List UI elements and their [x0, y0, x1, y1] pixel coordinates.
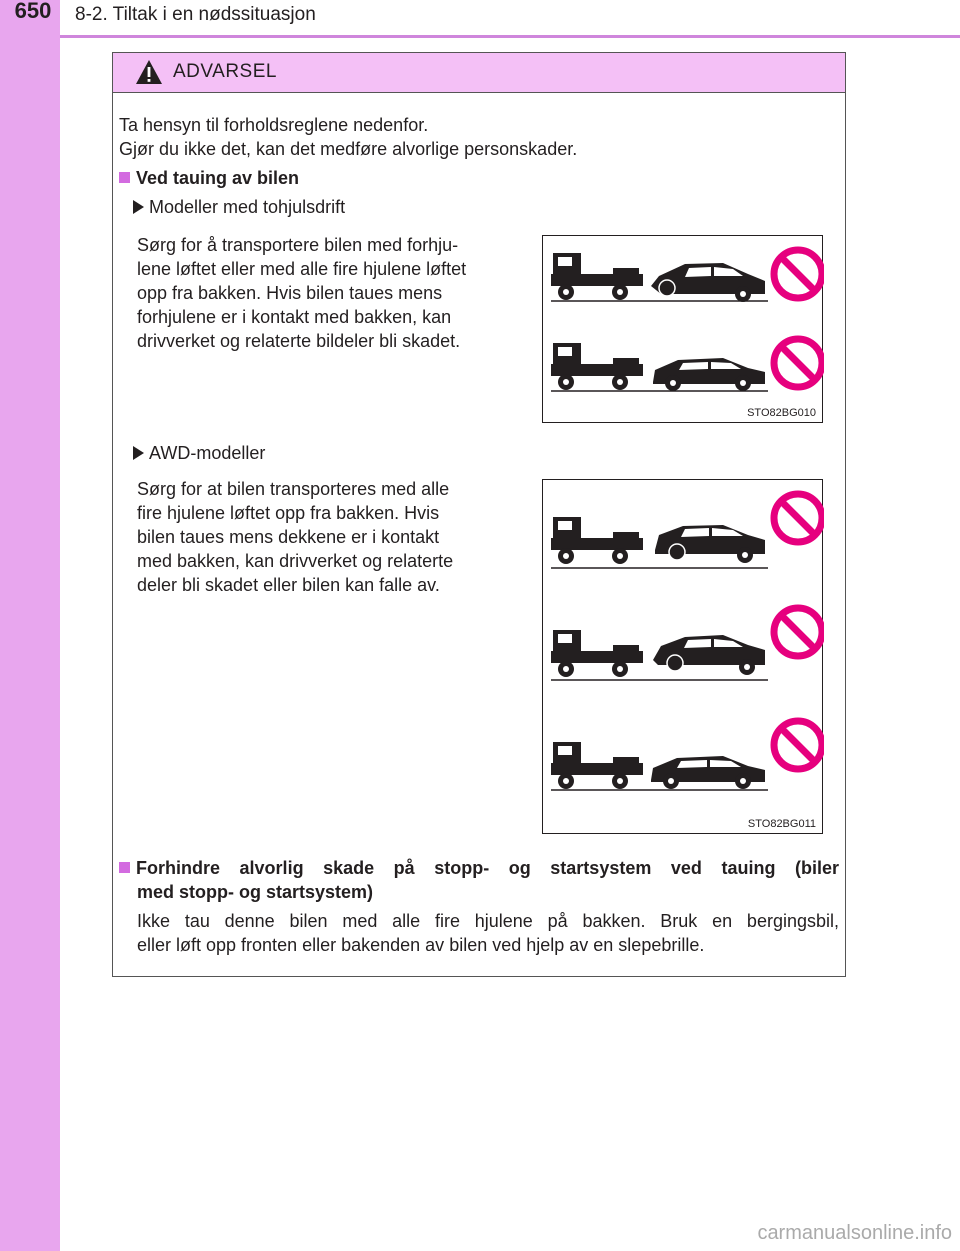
- heading-stop-start-line1: Forhindre alvorlig skade på stopp- og startsystem ved tauing (biler: [136, 858, 839, 878]
- intro-line-1: Ta hensyn til forholdsreglene nedenfor.: [119, 115, 429, 135]
- square-bullet-icon: [119, 862, 130, 873]
- para2-line: Sørg for at bilen transporteres med alle: [137, 479, 450, 499]
- heading-stop-start: [119, 856, 839, 880]
- intro-line-2: Gjør du ikke det, kan det medføre alvorlige personskader.: [119, 139, 578, 159]
- two-wheel-drive-paragraph: [137, 233, 518, 353]
- figure-two-wheel-drive: [542, 235, 823, 423]
- square-bullet-icon: [119, 172, 130, 183]
- heading-stop-start-line2: med stopp- og startsystem): [137, 882, 374, 902]
- awd-scene-3: [551, 721, 822, 790]
- warning-triangle-icon: [135, 59, 163, 85]
- triangle-bullet-icon: [133, 200, 144, 214]
- para1-line: forhjulene er i kontakt med bakken, kan: [137, 307, 452, 327]
- sub-awd: [133, 441, 265, 465]
- towing-illustration: [543, 236, 824, 424]
- heading-towing: [119, 166, 299, 190]
- tow-scene-1: [551, 250, 822, 302]
- para1-line: lene løftet eller med alle fire hjulene løftet: [137, 259, 467, 279]
- page-header: [0, 0, 960, 44]
- sub-two-wheel-drive: [133, 195, 345, 219]
- para2-line: bilen taues mens dekkene er i kontakt: [137, 527, 440, 547]
- para1-line: drivverket og relaterte bildeler bli skadet.: [137, 331, 461, 351]
- awd-scene-1: [551, 494, 822, 568]
- body-stop-start-line2: eller løft opp fronten eller bakenden av bilen ved hjelp av en slepebrille.: [137, 935, 705, 955]
- warning-header: [113, 53, 845, 93]
- figure-code: STO82BG011: [747, 818, 816, 830]
- body-stop-start-line1: Ikke tau denne bilen med alle fire hjulene på bakken. Bruk en bergingsbil,: [137, 911, 839, 931]
- tow-scene-2: [551, 339, 822, 391]
- warning-title: ADVARSEL: [173, 61, 277, 82]
- section-title: 8-2. Tiltak i en nødssituasjon: [75, 4, 316, 25]
- para2-line: fire hjulene løftet opp fra bakken. Hvis: [137, 503, 440, 523]
- side-strip: [0, 0, 60, 1251]
- para2-line: med bakken, kan drivverket og relaterte: [137, 551, 454, 571]
- watermark: carmanualsonline.info: [757, 1222, 952, 1244]
- heading-towing-text: Ved tauing av bilen: [136, 168, 300, 188]
- awd-towing-illustration: [543, 480, 824, 835]
- page-number: 650: [14, 0, 52, 23]
- warning-box: [112, 52, 846, 977]
- header-divider: [60, 35, 960, 38]
- awd-scene-2: [551, 608, 822, 680]
- para1-line: Sørg for å transportere bilen med forhju-: [137, 235, 459, 255]
- para1-line: opp fra bakken. Hvis bilen taues mens: [137, 283, 443, 303]
- figure-awd: [542, 479, 823, 834]
- para2-line: deler bli skadet eller bilen kan falle av.: [137, 575, 440, 595]
- awd-paragraph: [137, 477, 518, 597]
- sub-awd-text: AWD-modeller: [149, 443, 266, 463]
- sub-two-wheel-drive-text: Modeller med tohjulsdrift: [149, 197, 346, 217]
- figure-code: STO82BG010: [747, 407, 816, 419]
- triangle-bullet-icon: [133, 446, 144, 460]
